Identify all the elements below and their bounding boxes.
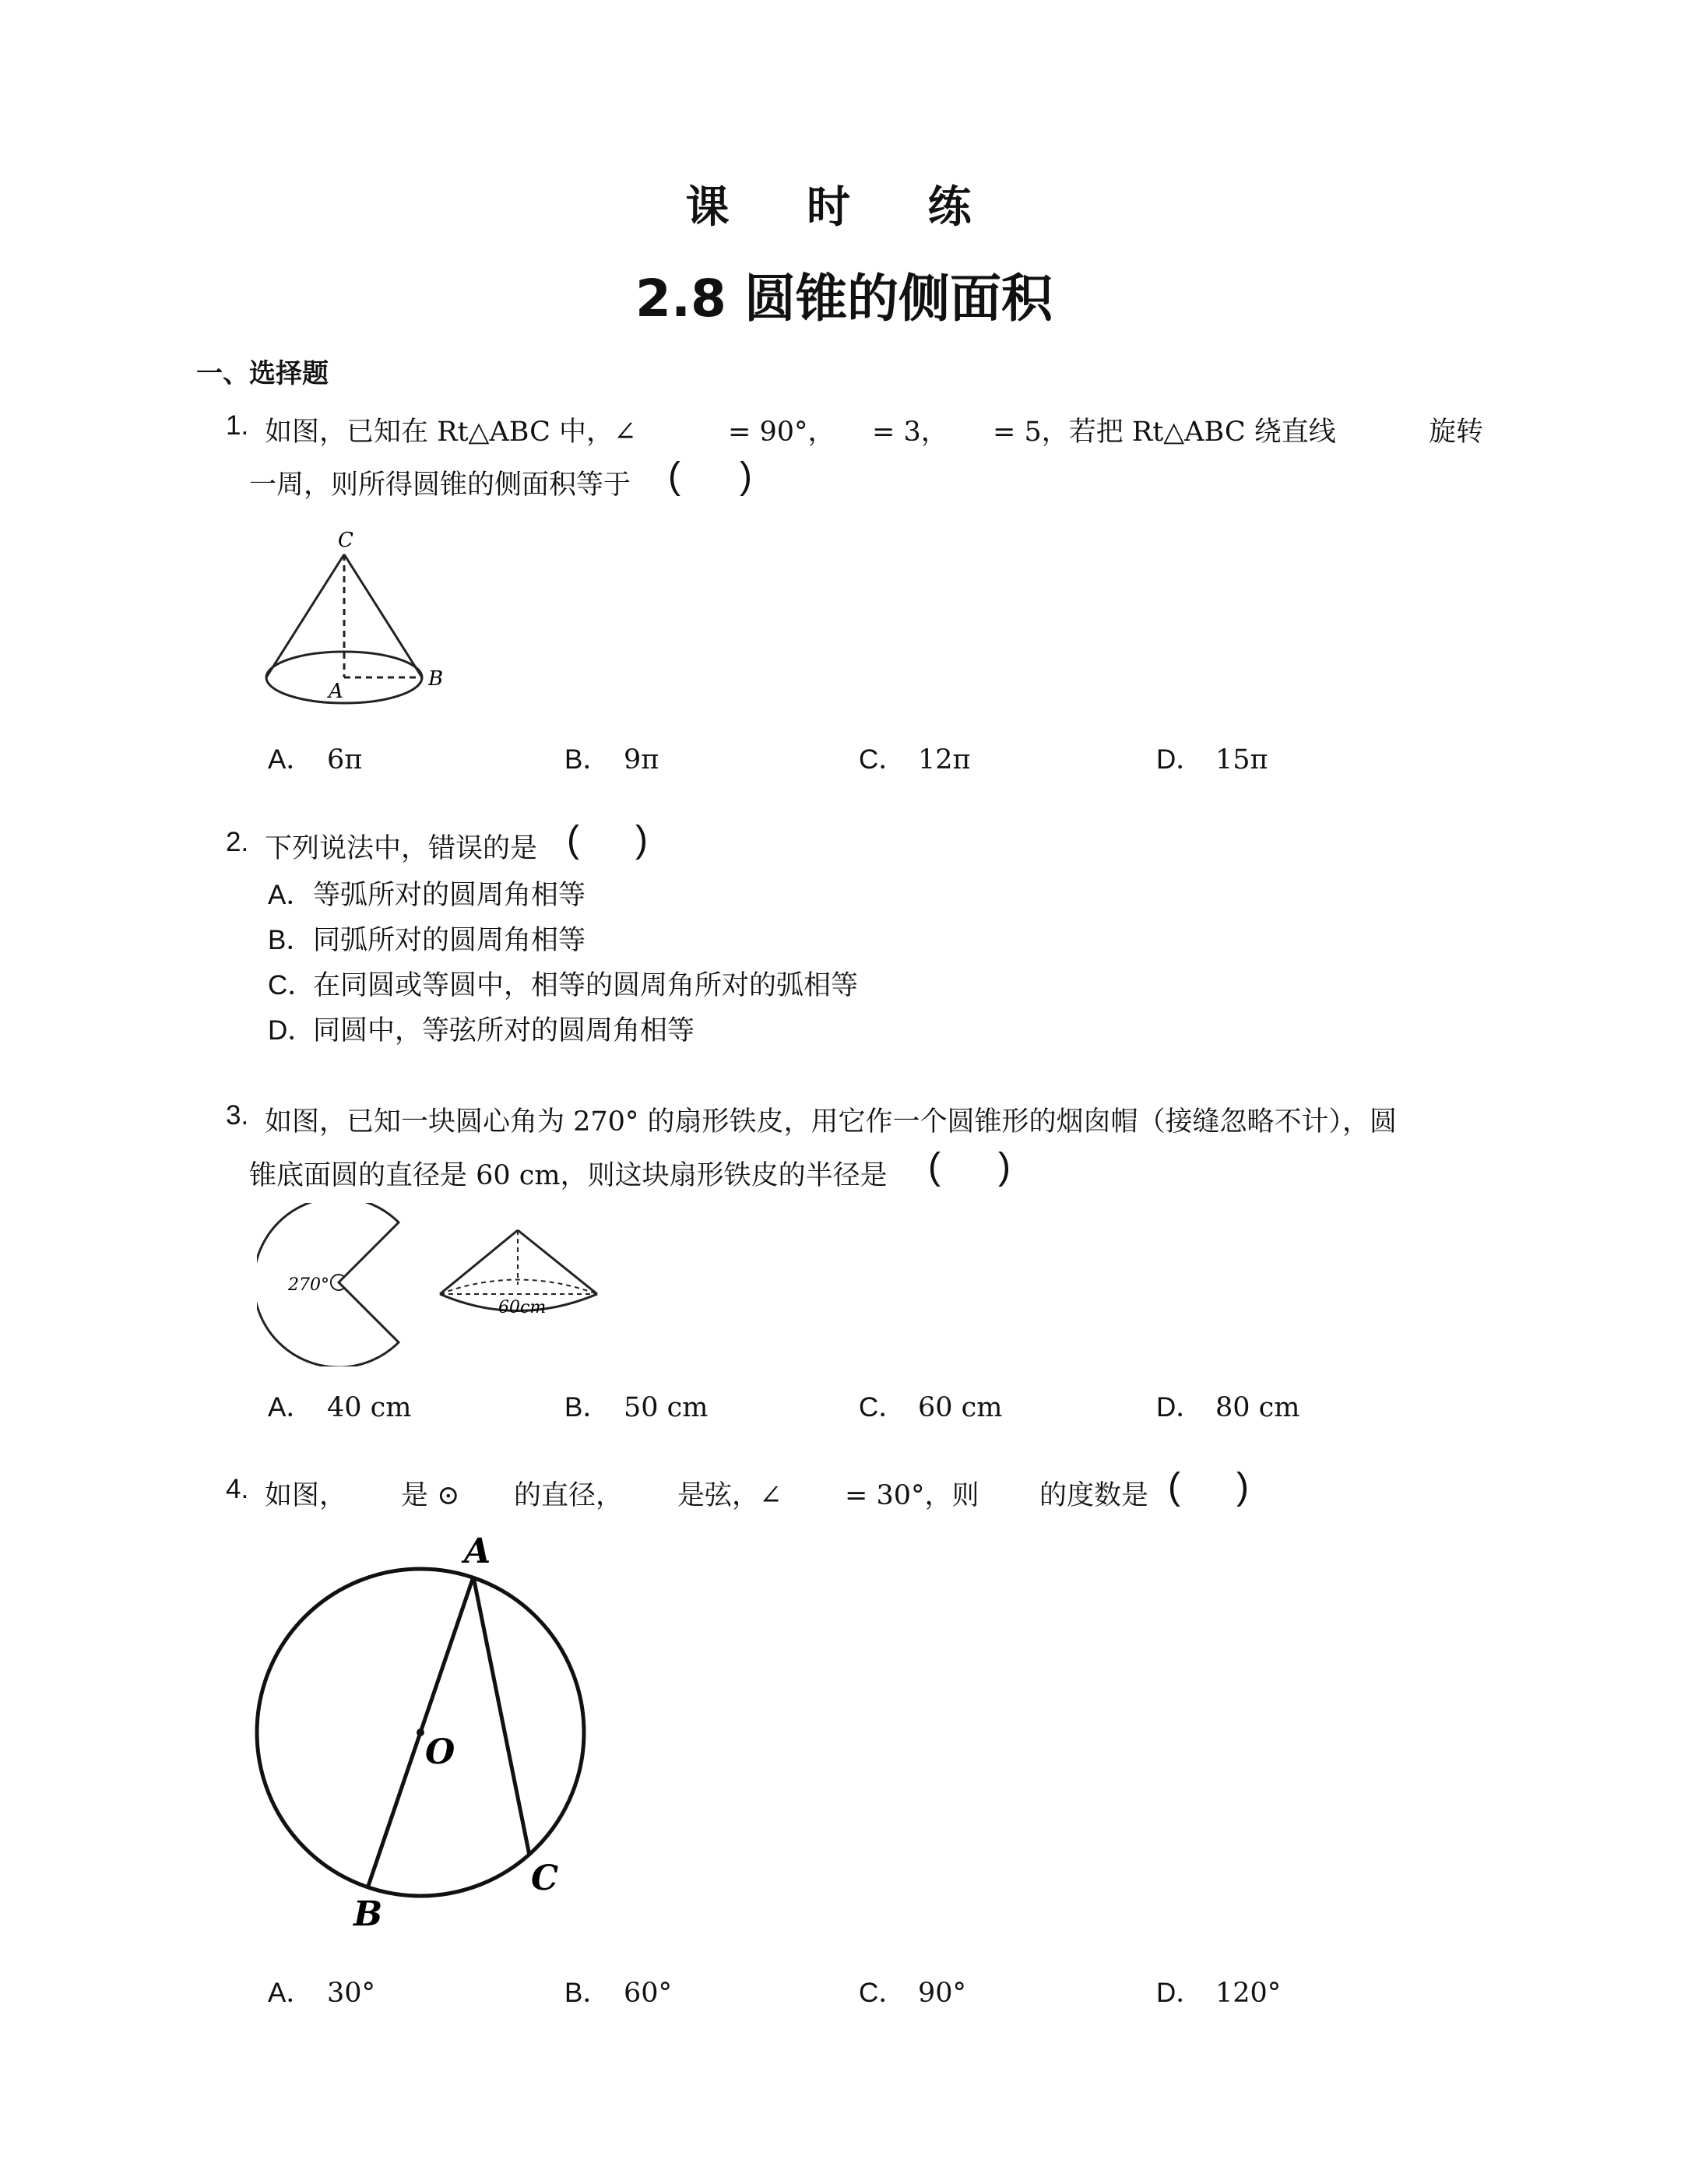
q4-text-part3: 的直径， bbox=[514, 1480, 624, 1511]
center-dot bbox=[417, 1729, 424, 1736]
q4-text-part6: 的度数是 bbox=[1039, 1480, 1149, 1511]
q1-option-a[interactable]: A． 6π bbox=[268, 744, 363, 775]
q3-option-b[interactable]: B． 50 cm bbox=[564, 1392, 709, 1423]
q3-answer-paren-close: ) bbox=[998, 1146, 1011, 1187]
cone-label-a: A bbox=[329, 680, 343, 703]
q2-option-b[interactable]: B．同弧所对的圆周角相等 bbox=[268, 925, 586, 956]
q4-text-part4: 是弦，∠ bbox=[677, 1480, 782, 1511]
q3-option-a[interactable]: A． 40 cm bbox=[268, 1392, 412, 1423]
q1-option-b[interactable]: B． 9π bbox=[564, 744, 659, 775]
sector-angle-label: 270° bbox=[288, 1275, 329, 1295]
q1-number: 1. bbox=[226, 410, 249, 441]
q3-text-line2: 锥底面圆的直径是 60 cm，则这块扇形铁皮的半径是 bbox=[249, 1160, 888, 1191]
chord-ac bbox=[473, 1577, 529, 1855]
q4-text-part5: = 30°，则 bbox=[845, 1480, 979, 1511]
cap-slant-right bbox=[518, 1230, 597, 1294]
q3-option-c[interactable]: C． 60 cm bbox=[859, 1392, 1003, 1423]
q2-number: 2. bbox=[226, 827, 249, 857]
q2-option-a[interactable]: A．等弧所对的圆周角相等 bbox=[268, 880, 586, 911]
label-b: B bbox=[353, 1894, 383, 1934]
q4-number: 4. bbox=[226, 1474, 249, 1504]
cone-label-b: B bbox=[428, 667, 444, 691]
label-o: O bbox=[425, 1732, 455, 1772]
q2-answer-paren-open: ( bbox=[567, 819, 579, 860]
q3-text-line1: 如图，已知一块圆心角为 270° 的扇形铁皮，用它作一个圆锥形的烟囱帽（接缝忽略不计），圆 bbox=[265, 1106, 1398, 1138]
q4-text-part1: 如图， bbox=[265, 1480, 347, 1511]
label-c: C bbox=[531, 1859, 559, 1898]
q1-text-part3: = 3， bbox=[872, 417, 948, 448]
cone-label-c: C bbox=[338, 529, 353, 552]
q1-cone-figure bbox=[257, 522, 459, 716]
q1-option-c[interactable]: C． 12π bbox=[859, 744, 971, 775]
q3-number: 3. bbox=[226, 1100, 249, 1131]
q1-text-part4: = 5，若把 Rt△ABC 绕直线 bbox=[993, 417, 1336, 448]
q3-answer-paren-open: ( bbox=[928, 1146, 941, 1187]
q1-answer-paren-open: ( bbox=[668, 455, 680, 497]
q3-option-d[interactable]: D． 80 cm bbox=[1156, 1392, 1300, 1423]
q4-option-c[interactable]: C． 90° bbox=[859, 1978, 967, 2009]
q3-sector-figure bbox=[257, 1203, 413, 1366]
q4-option-b[interactable]: B． 60° bbox=[564, 1978, 673, 2009]
q4-circle-figure bbox=[249, 1530, 592, 1950]
q4-answer-paren-open: ( bbox=[1168, 1466, 1180, 1507]
q4-option-a[interactable]: A． 30° bbox=[268, 1978, 376, 2009]
q3-cone-cap-figure bbox=[432, 1222, 603, 1331]
q2-text: 下列说法中，错误的是 bbox=[265, 833, 538, 864]
cap-slant-left bbox=[440, 1230, 518, 1294]
q4-option-d[interactable]: D． 120° bbox=[1156, 1978, 1282, 2009]
q2-answer-paren-close: ) bbox=[635, 819, 648, 860]
cone-slant-left bbox=[266, 554, 344, 677]
q1-text-part2: = 90°， bbox=[728, 417, 835, 448]
q1-text-part1: 如图，已知在 Rt△ABC 中，∠ bbox=[265, 417, 637, 448]
q1-option-d[interactable]: D． 15π bbox=[1156, 744, 1268, 775]
q1-text-line2: 一周，则所得圆锥的侧面积等于 bbox=[249, 470, 631, 501]
q1-text-part5: 旋转 bbox=[1429, 417, 1484, 448]
q4-answer-paren-close: ) bbox=[1236, 1466, 1249, 1507]
q2-option-c[interactable]: C．在同圆或等圆中，相等的圆周角所对的弧相等 bbox=[268, 970, 859, 1001]
page-main-title: 2.8 圆锥的侧面积 bbox=[635, 269, 1053, 329]
label-a: A bbox=[464, 1532, 491, 1571]
q2-option-d[interactable]: D．同圆中，等弦所对的圆周角相等 bbox=[268, 1015, 695, 1046]
cone-slant-right bbox=[344, 554, 422, 677]
cap-diameter-label: 60cm bbox=[498, 1298, 547, 1317]
q1-answer-paren-close: ) bbox=[740, 455, 752, 497]
section-heading: 一、选择题 bbox=[196, 358, 329, 389]
q4-text-part2: 是 ⊙ bbox=[401, 1480, 460, 1511]
page-top-title: 课 时 练 bbox=[685, 181, 1003, 233]
